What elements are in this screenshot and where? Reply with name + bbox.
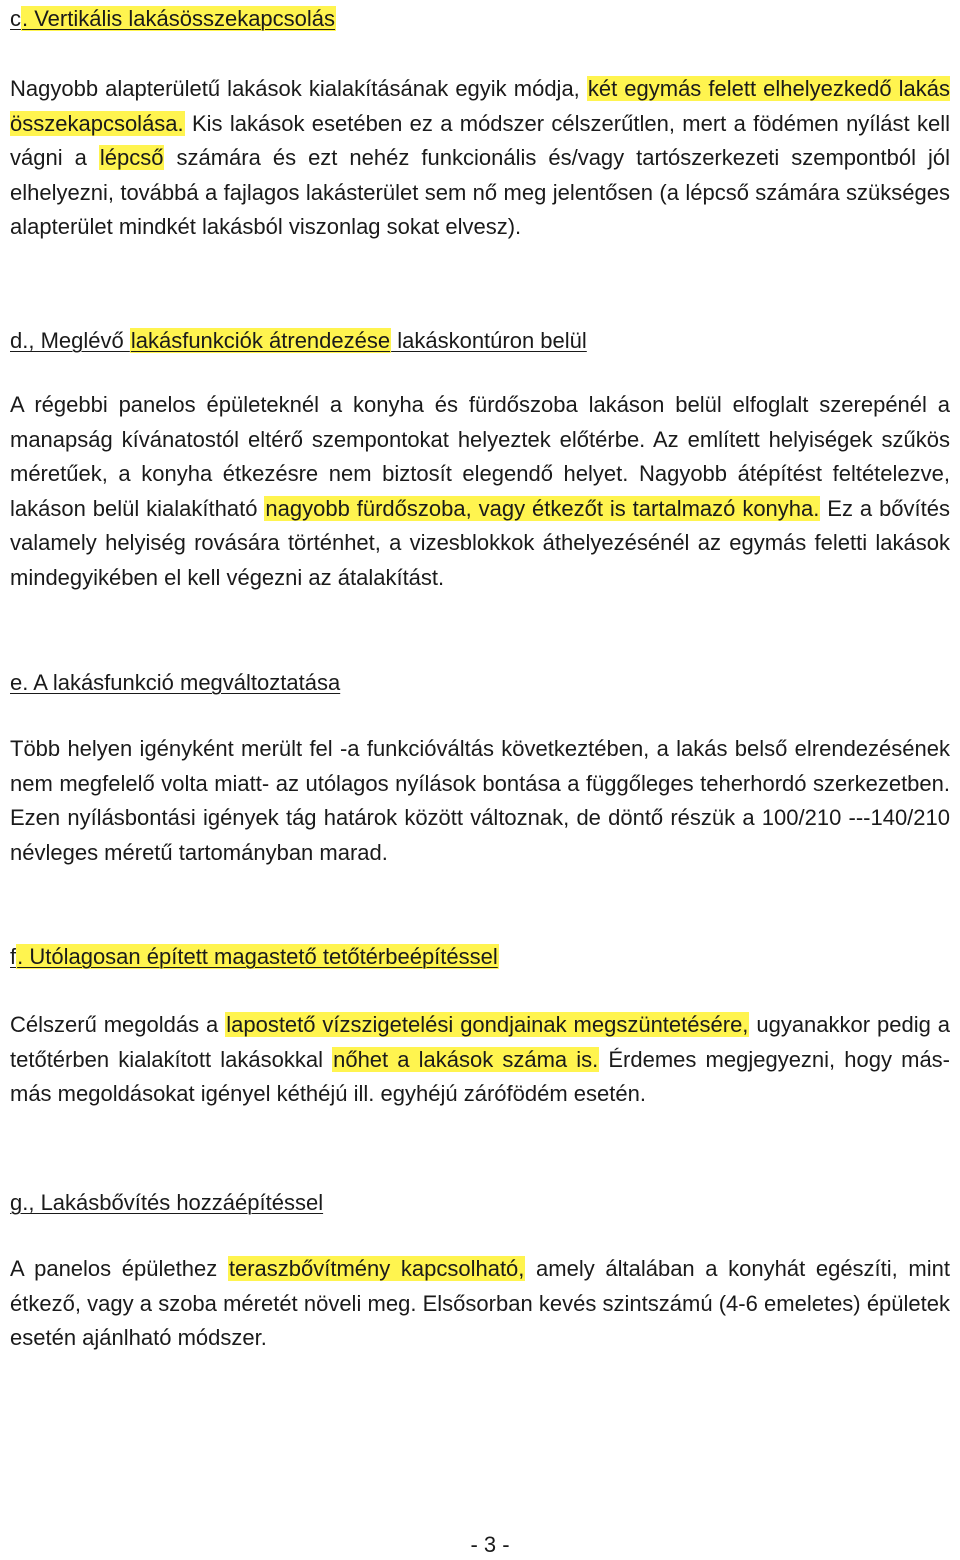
paragraph-f-text-3: Érdemes megjegyezni, hogy más-más megoldásokat igényel kéthéjú ill. egyhéjú zárófödém esetén. [10, 1046, 951, 1106]
paragraph-d-highlight-1: nagyobb fürdőszoba, vagy étkezőt is tartalmazó konyha. [265, 495, 820, 521]
paragraph-g-text-1: A panelos épülethez [10, 1256, 228, 1281]
heading-d-highlight: lakásfunkciók átrendezése [130, 328, 391, 353]
paragraph-f-highlight-2: nőhet a lakások száma is. [333, 1046, 599, 1072]
paragraph-c [10, 72, 950, 245]
heading-c-prefix: c [10, 6, 21, 31]
paragraph-d [10, 388, 950, 595]
heading-d-pre: d., Meglévő [10, 328, 130, 353]
paragraph-d-text-1: A régebbi panelos épületeknél a konyha és fürdőszoba lakáson belül elfoglalt szerepénél a manapság kívánatostól eltérő szempontokat helyeztek előtérbe. Az említett helyiségek szűkös méretűek, a konyha étkezésre nem biztosít elegendő helyet. Nagyobb átépítést feltételezve, lakáson belül kialakítható [10, 392, 950, 521]
paragraph-g-text-2: amely általában a konyhát egészíti, mint étkező, vagy a szoba méretét növeli meg. Elsősorban kevés szintszámú (4-6 emeletes) épületek esetén ajánlható módszer. [10, 1256, 950, 1350]
paragraph-f-text-1: Célszerű megoldás a [10, 1012, 226, 1037]
heading-c-title: . Vertikális lakásösszekapcsolás [22, 6, 336, 31]
paragraph-d-text-2: Ez a bővítés valamely helyiség rovására történhet, a vizesblokkok áthelyezésénél az egymás feletti lakások mindegyikében el kell végezni az átalakítást. [10, 495, 950, 590]
heading-d-post: lakáskontúron belül [391, 328, 587, 353]
page-number: - 3 - [470, 1532, 510, 1557]
heading-f-title: . Utólagosan épített magastető tetőtérbeépítéssel [17, 944, 498, 969]
paragraph-f-highlight-1: lapostető vízszigetelési gondjainak megszüntetésére, [226, 1012, 749, 1037]
paragraph-e: Több helyen igényként merült fel -a funkcióváltás következtében, a lakás belső elrendezésének nem megfelelő volta miatt- az utólagos nyílások bontása a függőleges teherhordó szerkezetben. Ezen nyílásbontási igények tág határok között változnak, de döntő részük a 100/210 ---140/210 névleges méretű tartományban marad. [10, 736, 950, 865]
paragraph-c-text-1: Nagyobb alapterületű lakások kialakításának egyik módja, [10, 76, 587, 101]
paragraph-c-text-3: számára és ezt nehéz funkcionális és/vagy tartószerkezeti szempontból jól elhelyezni, továbbá a fajlagos lakásterület sem nő meg jelentősen (a lépcső számára szükséges alapterület mindkét lakásból viszonlag sokat elvesz). [10, 145, 950, 239]
heading-f [10, 940, 499, 974]
paragraph-c-highlight-2: lépcső [99, 145, 164, 170]
paragraph-g-highlight-1: teraszbővítmény kapcsolható, [228, 1256, 525, 1281]
paragraph-g [10, 1252, 950, 1356]
heading-f-prefix: f [10, 944, 17, 969]
paragraph-f-text-2: ugyanakkor pedig a tetőtérben kialakított lakásokkal [10, 1012, 951, 1072]
heading-g: g., Lakásbővítés hozzáépítéssel [10, 1190, 324, 1215]
heading-d [10, 324, 587, 358]
paragraph-c-text-2: Kis lakások esetében ez a módszer célszerűtlen, mert a födémen nyílást kell vágni a [10, 110, 950, 170]
heading-c [10, 2, 336, 36]
heading-e: e. A lakásfunkció megváltoztatása [10, 670, 341, 695]
paragraph-c-highlight-1: két egymás felett elhelyezkedő lakás összekapcsolása. [10, 76, 950, 136]
paragraph-f [10, 1008, 950, 1112]
